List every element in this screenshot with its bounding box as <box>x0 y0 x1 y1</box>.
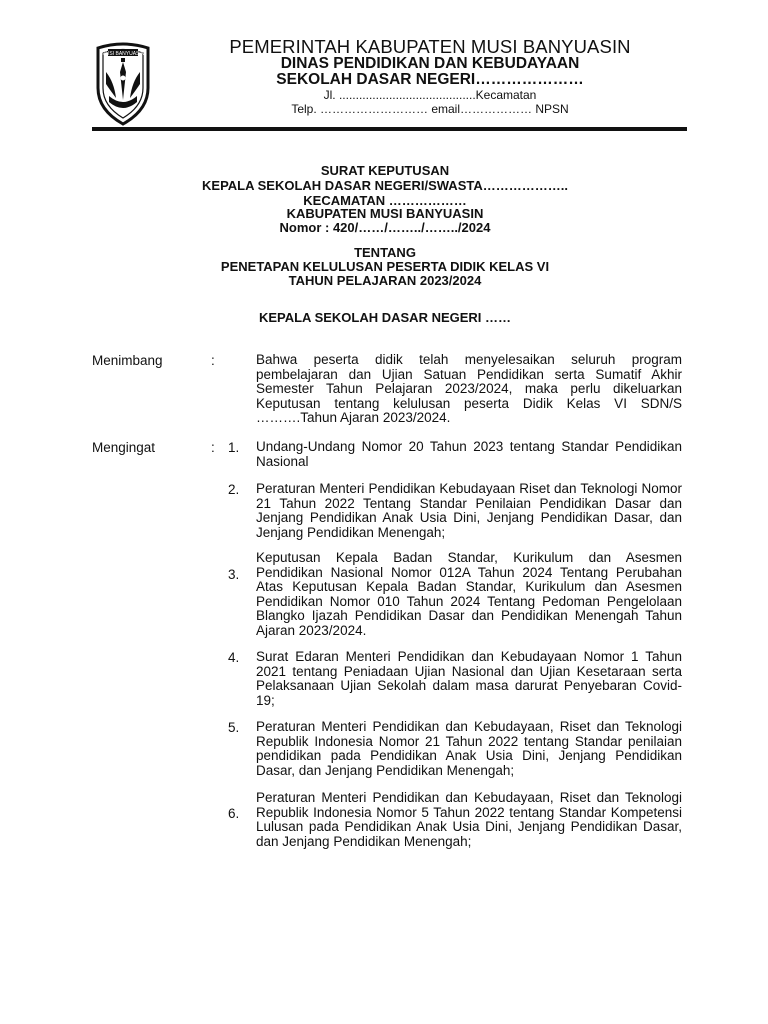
decree-regency: KABUPATEN MUSI BANYUASIN <box>286 206 484 221</box>
decree-district: KECAMATAN ……………… <box>303 193 467 208</box>
school-address: Jl. .........................................Kecamatan <box>323 88 537 102</box>
list-item-number: 3. <box>228 567 240 582</box>
list-item-number: 1. <box>228 440 240 455</box>
government-name: PEMERINTAH KABUPATEN MUSI BANYUASIN <box>229 36 631 57</box>
coat-of-arms-icon <box>92 38 154 126</box>
list-item-text: Keputusan Kepala Badan Standar, Kurikulum dan Asesmen Pendidikan Nasional Nomor 012A Tahun 2024 Tentang Perubahan Atas Keputusan Kepala Badan Standar, Kurikulum dan Asesmen Pendidikan Nomor 010 Tahun 2024 Tentang Pedoman Pengelolaan Blangko Ijazah Pendidikan Dasar dan Pendidikan Menengah Tahun Ajaran 2023/2024. <box>256 550 682 638</box>
decree-issuer-title: KEPALA SEKOLAH DASAR NEGERI/SWASTA……………….. <box>202 178 568 193</box>
subject-heading: TENTANG <box>354 245 416 260</box>
subject-year: TAHUN PELAJARAN 2023/2024 <box>288 273 482 288</box>
school-contact: Telp. ……………………… email……………… NPSN <box>291 102 569 116</box>
svg-text:MUSI BANYUASIN: MUSI BANYUASIN <box>101 51 145 57</box>
list-item-number: 2. <box>228 482 240 497</box>
list-item-text: Peraturan Menteri Pendidikan Kebudayaan Riset dan Teknologi Nomor 21 Tahun 2022 Tentang Standar Penilaian Pendidikan Dasar dan Jenjang Pendidikan Anak Usia Dini, Jenjang Pendidikan Dasar, dan Jenjang Pendidikan Menengah; <box>256 481 682 540</box>
list-item-number: 5. <box>228 720 240 735</box>
mengingat-label: Mengingat <box>92 440 156 455</box>
school-name: SEKOLAH DASAR NEGERI………………… <box>276 71 584 88</box>
list-item-text: Surat Edaran Menteri Pendidikan dan Kebudayaan Nomor 1 Tahun 2021 tentang Peniadaan Ujian Nasional dan Ujian Kesetaraan serta Pelaksanaan Ujian Sekolah dalam masa darurat Penyebaran Covid-19; <box>256 649 682 708</box>
menimbang-colon: : <box>211 353 215 368</box>
mengingat-colon: : <box>211 440 215 455</box>
decree-number: Nomor : 420/……/……../……../2024 <box>279 220 491 235</box>
menimbang-label: Menimbang <box>92 353 163 368</box>
list-item-text: Peraturan Menteri Pendidikan dan Kebudayaan, Riset dan Teknologi Republik Indonesia Nomor 5 Tahun 2022 tentang Standar Kompetensi Lulusan pada Pendidikan Anak Usia Dini, Jenjang Pendidikan Dasar, dan Jenjang Pendidikan Menengah; <box>256 790 682 849</box>
menimbang-text: Bahwa peserta didik telah menyelesaikan seluruh program pembelajaran dan Ujian Satuan Pendidikan serta Sumatif Akhir Semester Tahun Pelajaran 2023/2024, maka perlu dikeluarkan Keputusan tentang kelulusan peserta Didik Kelas VI SDN/S ……….Tahun Ajaran 2023/2024. <box>256 352 682 426</box>
department-name: DINAS PENDIDIKAN DAN KEBUDAYAAN <box>280 55 580 72</box>
decree-title: SURAT KEPUTUSAN <box>320 163 450 178</box>
issuer-heading: KEPALA SEKOLAH DASAR NEGERI …… <box>258 310 512 325</box>
letterhead-divider <box>92 127 687 131</box>
list-item-text: Undang-Undang Nomor 20 Tahun 2023 tentang Standar Pendidikan Nasional <box>256 439 682 469</box>
list-item-number: 6. <box>228 806 240 821</box>
subject-line: PENETAPAN KELULUSAN PESERTA DIDIK KELAS VI <box>220 259 550 274</box>
list-item-text: Peraturan Menteri Pendidikan dan Kebudayaan, Riset dan Teknologi Republik Indonesia Nomor 21 Tahun 2022 tentang Standar penilaian pendidikan pada Pendidikan Anak Usia Dini, Jenjang Pendidikan Dasar, dan Jenjang Pendidikan Menengah; <box>256 719 682 778</box>
list-item-number: 4. <box>228 650 240 665</box>
